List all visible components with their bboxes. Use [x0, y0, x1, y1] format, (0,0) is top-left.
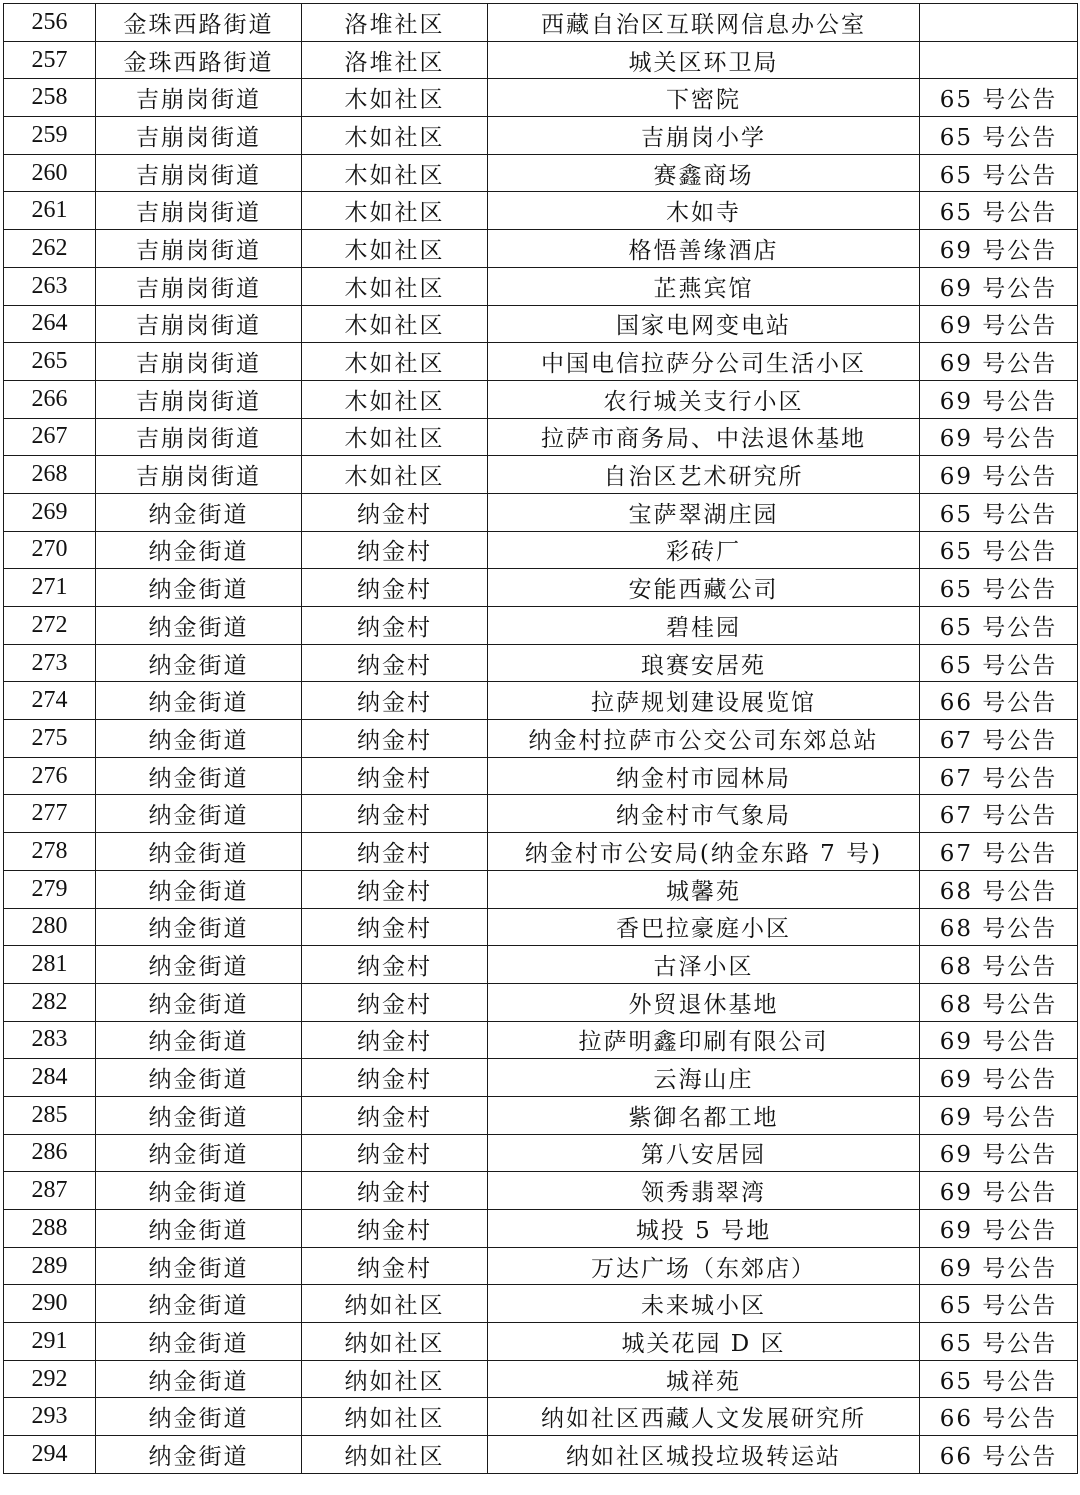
table-row: [4, 569, 1078, 607]
notice-cell: 69 号公告: [920, 380, 1078, 418]
community-cell: 纳金村: [302, 983, 488, 1021]
community-cell: 木如社区: [302, 380, 488, 418]
notice-cell: 69 号公告: [920, 456, 1078, 494]
row-number-cell: 282: [4, 983, 96, 1021]
place-cell: 芷燕宾馆: [488, 267, 920, 305]
community-cell: 纳金村: [302, 569, 488, 607]
community-cell: 纳金村: [302, 1059, 488, 1097]
notice-cell: 65 号公告: [920, 493, 1078, 531]
community-cell: 纳金村: [302, 908, 488, 946]
row-number-cell: 265: [4, 343, 96, 381]
table-row: [4, 607, 1078, 645]
notice-cell: 65 号公告: [920, 569, 1078, 607]
row-number-cell: 283: [4, 1021, 96, 1059]
notice-cell: 69 号公告: [920, 1096, 1078, 1134]
notice-cell: 69 号公告: [920, 1021, 1078, 1059]
place-cell: 城关花园 D 区: [488, 1323, 920, 1361]
community-cell: 纳如社区: [302, 1398, 488, 1436]
notice-cell: 67 号公告: [920, 795, 1078, 833]
table-row: [4, 1096, 1078, 1134]
notice-cell: 69 号公告: [920, 1210, 1078, 1248]
row-number-cell: 263: [4, 267, 96, 305]
community-cell: 纳如社区: [302, 1436, 488, 1474]
table-row: [4, 833, 1078, 871]
community-cell: 纳金村: [302, 493, 488, 531]
notice-cell: 65 号公告: [920, 607, 1078, 645]
notice-cell: 69 号公告: [920, 1247, 1078, 1285]
row-number-cell: 279: [4, 870, 96, 908]
table-row: [4, 493, 1078, 531]
street-cell: 纳金街道: [96, 607, 302, 645]
community-cell: 纳如社区: [302, 1323, 488, 1361]
street-cell: 纳金街道: [96, 1436, 302, 1474]
street-cell: 纳金街道: [96, 1210, 302, 1248]
notice-cell: 69 号公告: [920, 418, 1078, 456]
notice-cell: 65 号公告: [920, 1360, 1078, 1398]
row-number-cell: 286: [4, 1134, 96, 1172]
place-cell: 纳金村市公安局(纳金东路 7 号): [488, 833, 920, 871]
place-cell: 外贸退休基地: [488, 983, 920, 1021]
table-row: [4, 1398, 1078, 1436]
row-number-cell: 280: [4, 908, 96, 946]
row-number-cell: 289: [4, 1247, 96, 1285]
street-cell: 纳金街道: [96, 1398, 302, 1436]
community-cell: 纳金村: [302, 531, 488, 569]
place-cell: 古泽小区: [488, 946, 920, 984]
place-cell: 西藏自治区互联网信息办公室: [488, 4, 920, 42]
table-row: [4, 456, 1078, 494]
street-cell: 纳金街道: [96, 833, 302, 871]
notice-cell: 67 号公告: [920, 833, 1078, 871]
community-cell: 木如社区: [302, 267, 488, 305]
row-number-cell: 268: [4, 456, 96, 494]
place-cell: 吉崩岗小学: [488, 117, 920, 155]
row-number-cell: 269: [4, 493, 96, 531]
row-number-cell: 270: [4, 531, 96, 569]
table-row: [4, 1172, 1078, 1210]
row-number-cell: 291: [4, 1323, 96, 1361]
row-number-cell: 258: [4, 79, 96, 117]
community-cell: 木如社区: [302, 305, 488, 343]
place-cell: 安能西藏公司: [488, 569, 920, 607]
table-row: [4, 343, 1078, 381]
place-cell: 云海山庄: [488, 1059, 920, 1097]
notice-cell: 69 号公告: [920, 230, 1078, 268]
place-cell: 未来城小区: [488, 1285, 920, 1323]
notice-cell: 68 号公告: [920, 908, 1078, 946]
table-row: [4, 1021, 1078, 1059]
community-cell: 洛堆社区: [302, 41, 488, 79]
table-row: [4, 418, 1078, 456]
row-number-cell: 256: [4, 4, 96, 42]
community-cell: 纳金村: [302, 757, 488, 795]
street-cell: 吉崩岗街道: [96, 154, 302, 192]
notice-cell: 69 号公告: [920, 1059, 1078, 1097]
street-cell: 纳金街道: [96, 946, 302, 984]
street-cell: 吉崩岗街道: [96, 117, 302, 155]
street-cell: 吉崩岗街道: [96, 418, 302, 456]
street-cell: 纳金街道: [96, 1172, 302, 1210]
place-cell: 中国电信拉萨分公司生活小区: [488, 343, 920, 381]
place-cell: 香巴拉豪庭小区: [488, 908, 920, 946]
row-number-cell: 281: [4, 946, 96, 984]
street-cell: 纳金街道: [96, 1059, 302, 1097]
table-row: [4, 1360, 1078, 1398]
notice-cell: 68 号公告: [920, 870, 1078, 908]
row-number-cell: 259: [4, 117, 96, 155]
street-cell: 吉崩岗街道: [96, 380, 302, 418]
notice-cell: [920, 4, 1078, 42]
row-number-cell: 292: [4, 1360, 96, 1398]
street-cell: 纳金街道: [96, 1285, 302, 1323]
place-cell: 万达广场（东郊店）: [488, 1247, 920, 1285]
notice-cell: 65 号公告: [920, 531, 1078, 569]
location-table: [3, 3, 1078, 1474]
place-cell: 领秀翡翠湾: [488, 1172, 920, 1210]
notice-cell: 67 号公告: [920, 720, 1078, 758]
row-number-cell: 294: [4, 1436, 96, 1474]
community-cell: 木如社区: [302, 154, 488, 192]
community-cell: 纳金村: [302, 870, 488, 908]
row-number-cell: 257: [4, 41, 96, 79]
row-number-cell: 277: [4, 795, 96, 833]
street-cell: 纳金街道: [96, 1021, 302, 1059]
street-cell: 纳金街道: [96, 531, 302, 569]
row-number-cell: 274: [4, 682, 96, 720]
place-cell: 琅赛安居苑: [488, 644, 920, 682]
place-cell: 碧桂园: [488, 607, 920, 645]
street-cell: 纳金街道: [96, 1096, 302, 1134]
community-cell: 木如社区: [302, 343, 488, 381]
notice-cell: 66 号公告: [920, 682, 1078, 720]
street-cell: 吉崩岗街道: [96, 192, 302, 230]
street-cell: 金珠西路街道: [96, 4, 302, 42]
street-cell: 吉崩岗街道: [96, 79, 302, 117]
table-row: [4, 1285, 1078, 1323]
table-row: [4, 908, 1078, 946]
row-number-cell: 285: [4, 1096, 96, 1134]
community-cell: 纳金村: [302, 1247, 488, 1285]
row-number-cell: 262: [4, 230, 96, 268]
street-cell: 吉崩岗街道: [96, 267, 302, 305]
place-cell: 自治区艺术研究所: [488, 456, 920, 494]
community-cell: 木如社区: [302, 230, 488, 268]
notice-cell: 65 号公告: [920, 644, 1078, 682]
notice-cell: 65 号公告: [920, 1285, 1078, 1323]
row-number-cell: 278: [4, 833, 96, 871]
table-row: [4, 720, 1078, 758]
street-cell: 纳金街道: [96, 795, 302, 833]
notice-cell: 69 号公告: [920, 1134, 1078, 1172]
community-cell: 纳金村: [302, 1210, 488, 1248]
place-cell: 纳金村拉萨市公交公司东郊总站: [488, 720, 920, 758]
street-cell: 纳金街道: [96, 1134, 302, 1172]
table-row: [4, 1247, 1078, 1285]
place-cell: 拉萨明鑫印刷有限公司: [488, 1021, 920, 1059]
notice-cell: 65 号公告: [920, 192, 1078, 230]
community-cell: 纳金村: [302, 795, 488, 833]
row-number-cell: 272: [4, 607, 96, 645]
table-row: [4, 757, 1078, 795]
community-cell: 纳金村: [302, 682, 488, 720]
community-cell: 木如社区: [302, 79, 488, 117]
street-cell: 纳金街道: [96, 1247, 302, 1285]
table-row: [4, 1210, 1078, 1248]
row-number-cell: 276: [4, 757, 96, 795]
community-cell: 纳金村: [302, 946, 488, 984]
notice-cell: 68 号公告: [920, 983, 1078, 1021]
place-cell: 城关区环卫局: [488, 41, 920, 79]
table-row: [4, 1436, 1078, 1474]
place-cell: 赛鑫商场: [488, 154, 920, 192]
place-cell: 下密院: [488, 79, 920, 117]
table-row: [4, 267, 1078, 305]
community-cell: 纳金村: [302, 1134, 488, 1172]
notice-cell: 68 号公告: [920, 946, 1078, 984]
place-cell: 农行城关支行小区: [488, 380, 920, 418]
table-row: [4, 117, 1078, 155]
table-row: [4, 1059, 1078, 1097]
table-row: [4, 1323, 1078, 1361]
place-cell: 彩砖厂: [488, 531, 920, 569]
notice-cell: [920, 41, 1078, 79]
place-cell: 纳金村市气象局: [488, 795, 920, 833]
table-row: [4, 946, 1078, 984]
street-cell: 纳金街道: [96, 1323, 302, 1361]
community-cell: 纳金村: [302, 833, 488, 871]
row-number-cell: 266: [4, 380, 96, 418]
notice-cell: 65 号公告: [920, 1323, 1078, 1361]
place-cell: 格悟善缘酒店: [488, 230, 920, 268]
notice-cell: 69 号公告: [920, 343, 1078, 381]
community-cell: 纳如社区: [302, 1285, 488, 1323]
street-cell: 吉崩岗街道: [96, 456, 302, 494]
row-number-cell: 271: [4, 569, 96, 607]
notice-cell: 65 号公告: [920, 79, 1078, 117]
community-cell: 木如社区: [302, 418, 488, 456]
place-cell: 第八安居园: [488, 1134, 920, 1172]
table-row: [4, 531, 1078, 569]
notice-cell: 66 号公告: [920, 1436, 1078, 1474]
community-cell: 纳金村: [302, 644, 488, 682]
table-body: [4, 4, 1078, 1474]
table-row: [4, 870, 1078, 908]
street-cell: 吉崩岗街道: [96, 305, 302, 343]
table-row: [4, 983, 1078, 1021]
table-row: [4, 154, 1078, 192]
place-cell: 宝萨翠湖庄园: [488, 493, 920, 531]
street-cell: 金珠西路街道: [96, 41, 302, 79]
street-cell: 吉崩岗街道: [96, 230, 302, 268]
community-cell: 木如社区: [302, 117, 488, 155]
place-cell: 城投 5 号地: [488, 1210, 920, 1248]
street-cell: 纳金街道: [96, 908, 302, 946]
table-row: [4, 1134, 1078, 1172]
place-cell: 拉萨规划建设展览馆: [488, 682, 920, 720]
street-cell: 纳金街道: [96, 569, 302, 607]
notice-cell: 69 号公告: [920, 305, 1078, 343]
notice-cell: 69 号公告: [920, 267, 1078, 305]
table-row: [4, 644, 1078, 682]
row-number-cell: 261: [4, 192, 96, 230]
place-cell: 木如寺: [488, 192, 920, 230]
street-cell: 纳金街道: [96, 720, 302, 758]
community-cell: 纳金村: [302, 1172, 488, 1210]
place-cell: 纳如社区西藏人文发展研究所: [488, 1398, 920, 1436]
place-cell: 紫御名都工地: [488, 1096, 920, 1134]
notice-cell: 65 号公告: [920, 154, 1078, 192]
place-cell: 城馨苑: [488, 870, 920, 908]
street-cell: 纳金街道: [96, 682, 302, 720]
community-cell: 木如社区: [302, 192, 488, 230]
place-cell: 国家电网变电站: [488, 305, 920, 343]
notice-cell: 65 号公告: [920, 117, 1078, 155]
street-cell: 纳金街道: [96, 644, 302, 682]
table-row: [4, 682, 1078, 720]
notice-cell: 66 号公告: [920, 1398, 1078, 1436]
street-cell: 纳金街道: [96, 870, 302, 908]
place-cell: 纳金村市园林局: [488, 757, 920, 795]
community-cell: 纳如社区: [302, 1360, 488, 1398]
street-cell: 纳金街道: [96, 983, 302, 1021]
row-number-cell: 275: [4, 720, 96, 758]
notice-cell: 69 号公告: [920, 1172, 1078, 1210]
street-cell: 纳金街道: [96, 1360, 302, 1398]
street-cell: 纳金街道: [96, 757, 302, 795]
row-number-cell: 273: [4, 644, 96, 682]
table-row: [4, 192, 1078, 230]
row-number-cell: 287: [4, 1172, 96, 1210]
community-cell: 纳金村: [302, 607, 488, 645]
row-number-cell: 290: [4, 1285, 96, 1323]
community-cell: 纳金村: [302, 1021, 488, 1059]
table-row: [4, 305, 1078, 343]
table-row: [4, 380, 1078, 418]
row-number-cell: 284: [4, 1059, 96, 1097]
row-number-cell: 260: [4, 154, 96, 192]
table-row: [4, 230, 1078, 268]
table-row: [4, 4, 1078, 42]
row-number-cell: 267: [4, 418, 96, 456]
table-row: [4, 79, 1078, 117]
street-cell: 吉崩岗街道: [96, 343, 302, 381]
community-cell: 木如社区: [302, 456, 488, 494]
community-cell: 纳金村: [302, 1096, 488, 1134]
place-cell: 拉萨市商务局、中法退休基地: [488, 418, 920, 456]
notice-cell: 67 号公告: [920, 757, 1078, 795]
place-cell: 纳如社区城投垃圾转运站: [488, 1436, 920, 1474]
table-row: [4, 41, 1078, 79]
row-number-cell: 264: [4, 305, 96, 343]
street-cell: 纳金街道: [96, 493, 302, 531]
table-row: [4, 795, 1078, 833]
row-number-cell: 288: [4, 1210, 96, 1248]
community-cell: 纳金村: [302, 720, 488, 758]
row-number-cell: 293: [4, 1398, 96, 1436]
place-cell: 城祥苑: [488, 1360, 920, 1398]
community-cell: 洛堆社区: [302, 4, 488, 42]
